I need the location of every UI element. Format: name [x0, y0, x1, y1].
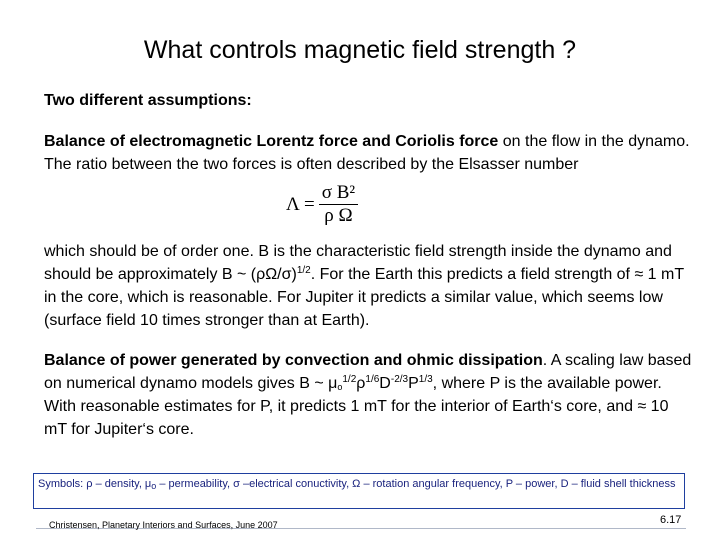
heading-text: Two different assumptions:	[44, 92, 252, 109]
elsasser-formula	[286, 182, 358, 227]
slide-title: What controls magnetic field strength ?	[143, 36, 577, 64]
section-heading	[44, 89, 694, 112]
footer-credit: Christensen, Planetary Interiors and Surfaces, June 2007	[49, 520, 278, 530]
formula-numerator: σ B²	[319, 182, 358, 205]
paragraph-3-sub-1: o	[337, 382, 343, 392]
symbols-text-2: – permeability, σ –electrical conuctivity, Ω – rotation angular frequency, P – power, D – fluid shell thickness	[156, 478, 676, 490]
paragraph-3-text-5: , where P is the available power. With reasonable estimates for P, it predicts 1 mT for the interior of Earth‘s core, and ≈ 10 mT for Jupiter‘s core.	[44, 375, 669, 438]
paragraph-3-text-4: P	[408, 375, 419, 392]
paragraph-1-text: on the flow in the dynamo. The ratio between the two forces is often described by the Elsasser number	[44, 133, 690, 173]
paragraph-2-text-1: which should be of order one. B is the characteristic field strength inside the dynamo and should be approximately B ~ (ρΩ/σ)	[44, 243, 672, 283]
formula-denominator: ρ Ω	[324, 205, 353, 226]
paragraph-lorentz-coriolis	[44, 130, 694, 176]
paragraph-2-sup-1: 1/2	[296, 265, 311, 276]
symbols-text-1: Symbols: ρ – density, μ	[38, 478, 152, 490]
paragraph-2-text-2: . For the Earth this predicts a field strength of ≈ 1 mT in the core, which is reasonable. For Jupiter it predicts a similar value, which seems low (surface field 10 times stronger than at Earth).	[44, 266, 684, 329]
symbols-legend-box	[33, 473, 685, 509]
paragraph-3-sup-4: 1/3	[418, 374, 433, 385]
paragraph-3-sup-2: 1/6	[365, 374, 380, 385]
symbols-sub-1: o	[151, 481, 157, 491]
formula-lhs: Λ =	[286, 193, 315, 215]
paragraph-3-text-1: . A scaling law based on numerical dynamo models gives B ~ μ	[44, 352, 692, 392]
paragraph-3-sup-3: -2/3	[390, 374, 409, 385]
page-number: 6.17	[660, 514, 682, 526]
paragraph-order-one	[44, 240, 694, 332]
paragraph-3-sup-1: 1/2	[342, 374, 357, 385]
paragraph-3-text-3: D	[379, 375, 391, 392]
formula-fraction	[319, 182, 358, 227]
paragraph-1-bold: Balance of electromagnetic Lorentz force and Coriolis force	[44, 133, 499, 150]
paragraph-3-text-2: ρ	[356, 375, 366, 392]
paragraph-3-bold: Balance of power generated by convection and ohmic dissipation	[44, 352, 543, 369]
paragraph-power-balance	[44, 349, 694, 441]
